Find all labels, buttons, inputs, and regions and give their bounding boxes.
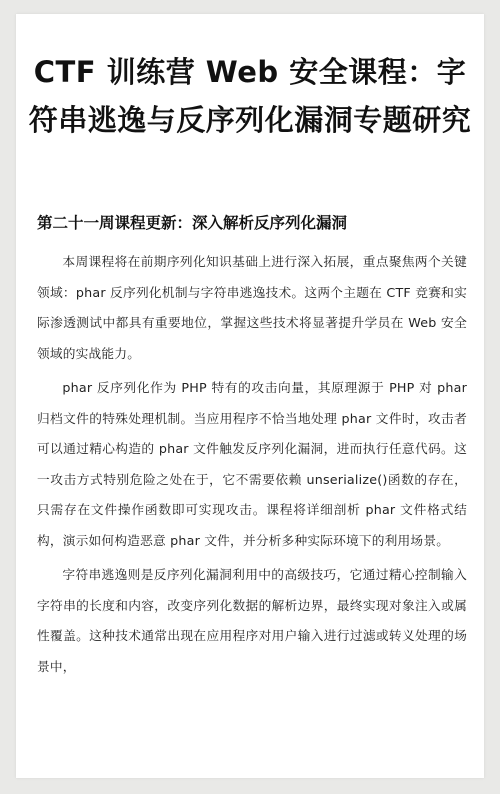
document-page [16,14,484,778]
document-title: CTF 训练营 Web 安全课程：字符串逃逸与反序列化漏洞专题研究 [28,55,472,137]
body-text [37,247,467,767]
paragraph: 字符串逃逸则是反序列化漏洞利用中的高级技巧，它通过精心控制输入字符串的长度和内容，改变序列化数据的解析边界，最终实现对象注入或属性覆盖。这种技术通常出现在应用程序对用户输入进行过滤或转义处理的场景中， [37,567,467,674]
section-heading: 第二十一周课程更新：深入解析反序列化漏洞 [37,214,348,232]
paragraph: phar 反序列化作为 PHP 特有的攻击向量，其原理源于 PHP 对 phar 归档文件的特殊处理机制。当应用程序不恰当地处理 phar 文件时，攻击者可以通过精心构造的 phar 文件触发反序列化漏洞，进而执行任意代码。这一攻击方式特别危险之处在于，它不需要依赖 unserialize()函数的存在，只需存在文件操作函数即可实现攻击。课程将详细剖析 phar 文件格式结构，演示如何构造恶意 phar 文件，并分析多种实际环境下的利用场景。 [37,380,467,548]
paragraph: 本周课程将在前期序列化知识基础上进行深入拓展，重点聚焦两个关键领域：phar 反序列化机制与字符串逃逸技术。这两个主题在 CTF 竞赛和实际渗透测试中都具有重要地位，掌握这些技术将显著提升学员在 Web 安全领域的实战能力。 [37,254,467,361]
